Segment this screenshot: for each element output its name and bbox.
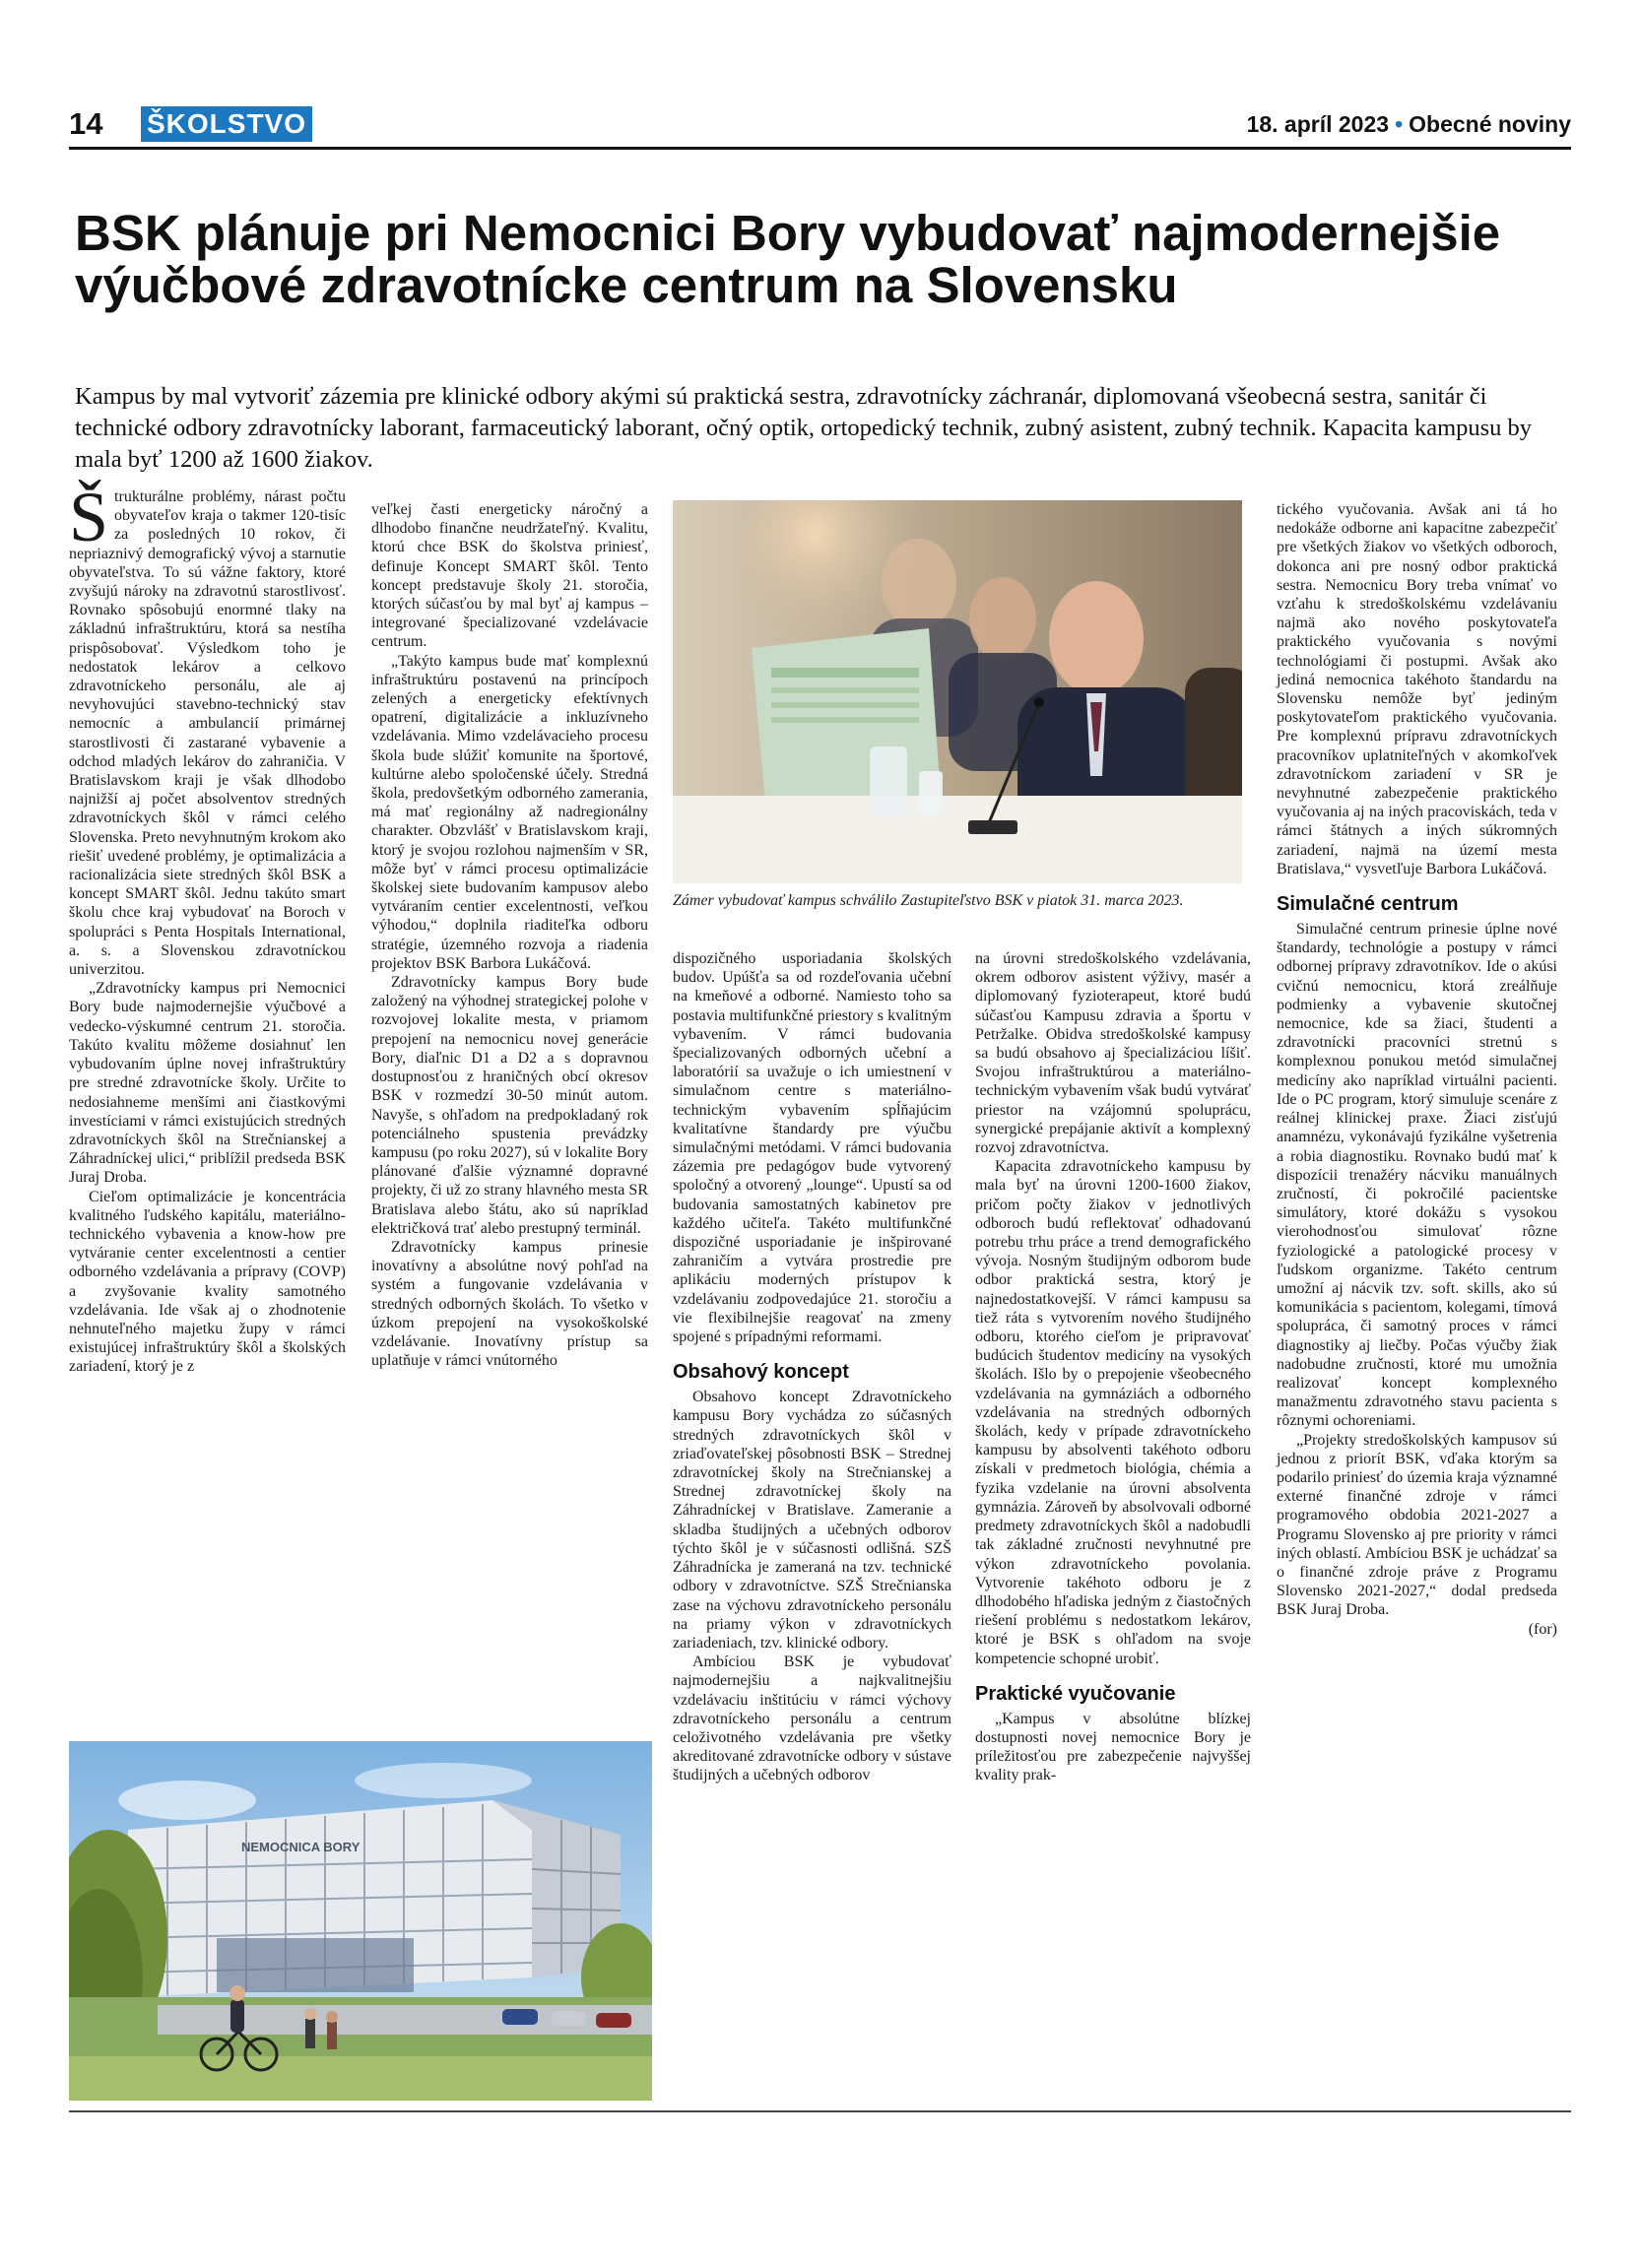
paragraph-text: trukturálne problémy, nárast počtu obyvateľov kraja o takmer 120-tisíc za posledných 10 rokov, či nepriaznivý demografický vývoj a starnutie obyvateľstva. To sú vážne faktory, ktoré zvyšujú nároky na zdravotnú starostlivosť. Rovnako spôsobujú enormné tlaky na základnú infraštruktúru, ktorá sa nestíha prispôsobovať. Výsledkom toho je nedostatok lekárov a celkovo zdravotníckeho personálu, ale aj nevyhovujúci stavebno-technický stav nemocníc a ambulancií primárnej starostlivosti či zastarané vybavenie a odchod mladých lekárov do zahraničia. V Bratislavskom kraji je však dlhodobo najnižší aj počet absolventov stredných zdravotníckych škôl v rámci celého Slovenska. Preto nevyhnutným krokom ako riešiť uvedené problémy, je optimalizácia a racionalizácia siete stredných škôl BSK a koncept SMART škôl. Jednu takúto smart školu chce kraj vybudovať na Boroch v spolupráci s Penta Hospitals International, a. s. a Slovenskou zdravotníckou univerzitou. [69,488,346,979]
article-lead: Kampus by mal vytvoriť zázemia pre klinické odbory akými sú praktická sestra, zdravotnícky záchranár, diplomovaná všeobecná sestra, sanitár či technické odbory zdravotnícky laborant, farmaceutický laborant, očný optik, ortopedický technik, zubný asistent, zubný technik. Kapacita kampusu by mala byť 1200 až 1600 žiakov. [75,383,1533,473]
subheading-content-concept: Obsahový koncept [673,1361,849,1384]
column-5-paragraph: Simulačné centrum prinesie úplne nové štandardy, technológie a postupy v rámci odbornej prípravy zdravotníkov. Ide o akúsi cvičnú nemocnicu, ktorá zreálňuje podmienky a vybavenie skutočnej nemocnice, kde sa žiaci, študenti a zdravotnícki pracovníci stretnú s komplexnou ponukou metód simulačnej medicíny ako napríklad virtuálni pacienti. Ide o PC program, ktorý simuluje scenáre z reálnej klinickej praxe. Žiaci zisťujú anamnézu, vykonávajú fyzikálne vyšetrenia a robia diagnostiku. Rovnako budú mať k dispozícii trenažéry nácviku manuálnych zručností, či pokročilé pacientske simulátory, ktoré dokážu s vysokou vierohodnosťou simulovať rôzne fyziologické a patologické procesy v ľudskom organizme. Takéto centrum umožní aj nácvik tzv. soft. skills, ako sú komunikácia s pacientom, kolegami, tímová spolupráca, či samotný proces v rámci diagnostiky aj liečby. Počas výučby žiak nadobudne zručnosti, ktoré mu umožnia realizovať koncept komplexného manažmentu zdravotného stavu pacienta s rôznymi ochoreniami. [1277,921,1557,1430]
column-1-paragraph: „Zdravotnícky kampus pri Nemocnici Bory bude najmodernejšie výučbové a vedecko-výskumné centrum 21. storočia. Takúto kvalitu môžeme dosiahnuť len vybudovaním úplne novej infraštruktúry pre stredné zdravotnícke školy. Určite to nedosiahneme menšími ani čiastkovými investíciami v rámci existujúcich stredných zdravotníckych škôl na Strečnianskej a Záhradníckej ulici,“ priblížil predseda BSK Juraj Droba. [69,980,346,1187]
header-rule [69,147,1571,150]
meeting-photo-caption: Zámer vybudovať kampus schválilo Zastupiteľstvo BSK v piatok 31. marca 2023. [673,892,1184,909]
column-2-paragraph: Zdravotnícky kampus prinesie inovatívny a absolútne nový pohľad na systém a fungovanie vzdelávania v stredných odborných školách. To všetko v úzkom prepojení na vysokoškolské vzdelávanie. Inovatívny prístup sa uplatňuje v rámci vnútorného [371,1238,648,1370]
dateline [1247,106,1571,142]
subheading-practical-training: Praktické vyučovanie [975,1682,1176,1705]
article-column-1 [69,478,346,1377]
article-headline: BSK plánuje pri Nemocnici Bory vybudovať najmodernejšie výučbové zdravotnícke centrum na Slovensku [75,205,1501,313]
article-column-5 [1277,500,1557,1639]
drop-cap: Š [69,478,109,556]
column-3-paragraph: Ambíciou BSK je vybudovať najmodernejšiu a najkvalitnejšiu vzdelávaciu inštitúciu v rámci výchovy zdravotníckeho personálu a centrum celoživotného vzdelávania pre všetky akreditované zdravotnícke odbory v sústave študijných a učebných odborov [673,1653,951,1784]
column-2-paragraph: „Takýto kampus bude mať komplexnú infraštruktúru postavenú na princípoch zelených a energeticky efektívnych opatrení, digitalizácie a inkluzívneho vzdelávania. Mimo vzdelávacieho procesu škola bude slúžiť komunite na športové, kultúrne alebo spoločenské účely. Stredná škola, predovšetkým odborného zamerania, má mať regionálny až nadregionálny charakter. Obzvlášť v Bratislavskom kraji, ktorý je svojou rozlohou najmenším v SR, môže byť v rámci procesu optimalizácie školskej siete budovaním kampusov alebo vytváraním centier excelentnosti, veľkou výhodou,“ doplnila riaditeľka odboru stratégie, územného rozvoja a riadenia projektov BSK Barbora Lukáčová. [371,652,648,972]
column-4-paragraph: na úrovni stredoškolského vzdelávania, okrem odborov asistent výživy, masér a diplomovaný fyzioterapeut, ktoré budú súčasťou Kampusu zdravia a športu v Petržalke. Obidva stredoškolské kampusy sa budú obsahovo aj špecializáciou líšiť. Svojou infraštruktúrou a materiálno-technickým vybavením však budú vytvárať priestor na vzájomnú spoluprácu, synergické prepájanie aktivít a komplexný rozvoj zdravotníctva. [975,950,1251,1157]
column-2-paragraph: Zdravotnícky kampus Bory bude založený na výhodnej strategickej polohe v rozvojovej lokalite mesta, v priamom prepojení na nemocnicu novej generácie Bory, diaľnic D1 a D2 a s dopravnou dostupnosťou z hraničných obcí okresov BSK v rozmedzí 30-50 minút autom. Navyše, s ohľadom na predpokladaný rok potenciálneho spustenia prevádzky kampusu (po roku 2027), sú v lokalite Bory plánované ďalšie významné dopravné projekty, či už zo strany hlavného mesta SR Bratislava alebo štátu, ako sú napríklad električková trať alebo prestupný terminál. [371,974,648,1237]
hospital-rendering [69,1741,652,2101]
issue-date: 18. apríl 2023 [1246,111,1390,137]
column-5-paragraph: „Projekty stredoškolských kampusov sú jednou z priorít BSK, vďaka ktorým sa podarilo priniesť do územia kraja významné externé finančné zdroje v rámci programového obdobia 2021-2027 a Programu Slovensko aj pre priority v rámci iných oblastí. Ambíciou BSK je uchádzať sa o finančné zdroje práve z Programu Slovensko 2021-2027,“ dodal predseda BSK Juraj Droba. [1277,1431,1557,1619]
meeting-illustration [673,500,1242,883]
hospital-illustration [69,1741,652,2101]
column-3-paragraph: Obsahovo koncept Zdravotníckeho kampusu Bory vychádza zo súčasných stredných zdravotníckych škôl v zriaďovateľskej pôsobnosti BSK – Strednej zdravotníckej školy na Strečnianskej a Strednej zdravotníckej školy na Záhradníckej v Bratislave. Zameranie a skladba študijných a učebných odborov týchto škôl je v súčasnosti odlišná. SZŠ Záhradnícka je zameraná na tzv. technické odbory v zdravotníctve. SZŠ Strečnianska zase na výchovu zdravotníckeho personálu na priamy výkon v zdravotníckych zariadeniach, tzv. klinické odbory. [673,1389,951,1652]
subheading-simulation-center: Simulačné centrum [1277,893,1459,916]
footer-rule [69,2110,1571,2112]
column-5-paragraph: tického vyučovania. Avšak ani tá ho nedokáže odborne ani kapacitne zabezpečiť pre všetkých žiakov vo všetkých odboroch, dokonca ani pre nosný odbor praktická sestra. Nemocnicu Bory treba vnímať vo vzťahu k stredoškolskému vzdelávaniu najmä ako nového poskytovateľa praktického vyučovania s novými technológiami či postupmi. Avšak ako jediná nemocnica takéhoto štandardu na Slovensku nemôže byť jediným poskytovateľom praktického vyučovania. Pre komplexnú prípravu zdravotníckych pracovníkov uplatniteľných v akomkoľvek zdravotníckom zariadení v SR je nevyhnutné zabezpečenie praktického vyučovania aj na iných pracoviskách, teda v rámci štátnych a iných súkromných zariadení, najmä na území mesta Bratislava,“ vysvetľuje Barbora Lukáčová. [1277,501,1557,877]
article-column-4 [975,949,1251,1785]
meeting-photo [673,500,1242,883]
column-4-paragraph: Kapacita zdravotníckeho kampusu by mala byť na úrovni 1200-1600 žiakov, pričom počty žiakov v jednotlivých odboroch budú reflektovať odhadovanú potrebu trhu práce a trend demografického vývoja. Nosným študijným odborom bude odbor praktická sestra, ktorý je najnedostatkovejší. V rámci kampusu sa tiež ráta s vytvorením nového študijného odboru, ktorého cieľom je pripravovať budúcich študentov medicíny na vysokých školách. Išlo by o prepojenie všeobecného vzdelávania na gymnáziách a odborného vzdelávania na stredných odborných školách, kedy v prípade zdravotníckeho kampusu by absolventi takéhoto odboru získali v predmetoch biológia, chémia a fyzika vzdelanie na úrovni absolventa gymnázia. Zároveň by absolvovali odborné predmety zdravotníckych škôl a nadobudli tak základné zručnosti nevyhnutné pre výkon zdravotníckeho povolania. Vytvorenie takéhoto odboru je z dlhodobého hľadiska jedným z čiastočných riešení problému s nedostatkom lekárov, ktoré je BSK s ohľadom na svoje kompetencie schopné urobiť. [975,1158,1251,1667]
column-1-paragraph [69,478,346,979]
publication-name: Obecné noviny [1409,111,1571,137]
author-signature: (for) [1528,1620,1557,1638]
page-header [69,106,1571,142]
bullet-icon: • [1395,111,1404,137]
column-2-paragraph: veľkej časti energeticky náročný a dlhodobo finančne neudržateľný. Kvalitu, ktorú chce BSK do školstva priniesť, definuje Koncept SMART škôl. Tento koncept predstavuje školy 21. storočia, ktorých súčasťou by mal byť aj kampus – integrované špecializované vzdelávacie centrum. [371,501,648,651]
section-tag: ŠKOLSTVO [141,106,312,142]
column-1-paragraph: Cieľom optimalizácie je koncentrácia kvalitného ľudského kapitálu, materiálno-technického vybavenia a know-how pre vytváranie center excelentnosti a centier odborného vzdelávania a prípravy (COVP) a zvyšovanie kvality samotného vzdelávania. Ide však aj o zhodnotenie nehnuteľného majetku župy v rámci existujúcej infraštruktúry škôl a školských zariadení, ktorý je z [69,1188,346,1376]
article-column-2 [371,500,648,1370]
column-4-paragraph: „Kampus v absolútne blízkej dostupnosti novej nemocnice Bory je príležitosťou pre zabezpečenie najvyššej kvality prak- [975,1710,1251,1784]
column-3-paragraph: dispozičného usporiadania školských budov. Upúšťa sa od rozdeľovania učební na kmeňové a odborné. Namiesto toho sa postavia multifunkčné priestory s kvalitným vybavením. V rámci budovania špecializovaných odborných učební a laboratórií sa uvažuje o ich umiestnení v simulačnom centre s materiálno-technickým vybavením spĺňajúcim kvalitatívne štandardy pre výučbu simulačnými metódami. V rámci budovania zázemia pre pedagógov bude vytvorený spoločný a otvorený „lounge“. Upustí sa od budovania samostatných kabinetov pre každého učiteľa. Takéto multifunkčné dispozičné usporiadanie je inšpirované zahraničím a vytvára prostredie pre aplikáciu moderných prístupov k vzdelávaniu zodpovedajúce 21. storočiu a vie flexibilnejšie reagovať na zmeny spojené s prípadnými reformami. [673,950,951,1346]
page-number: 14 [69,106,103,141]
hospital-sign: NEMOCNICA BORY [241,1840,361,1854]
article-column-3 [673,949,951,1785]
